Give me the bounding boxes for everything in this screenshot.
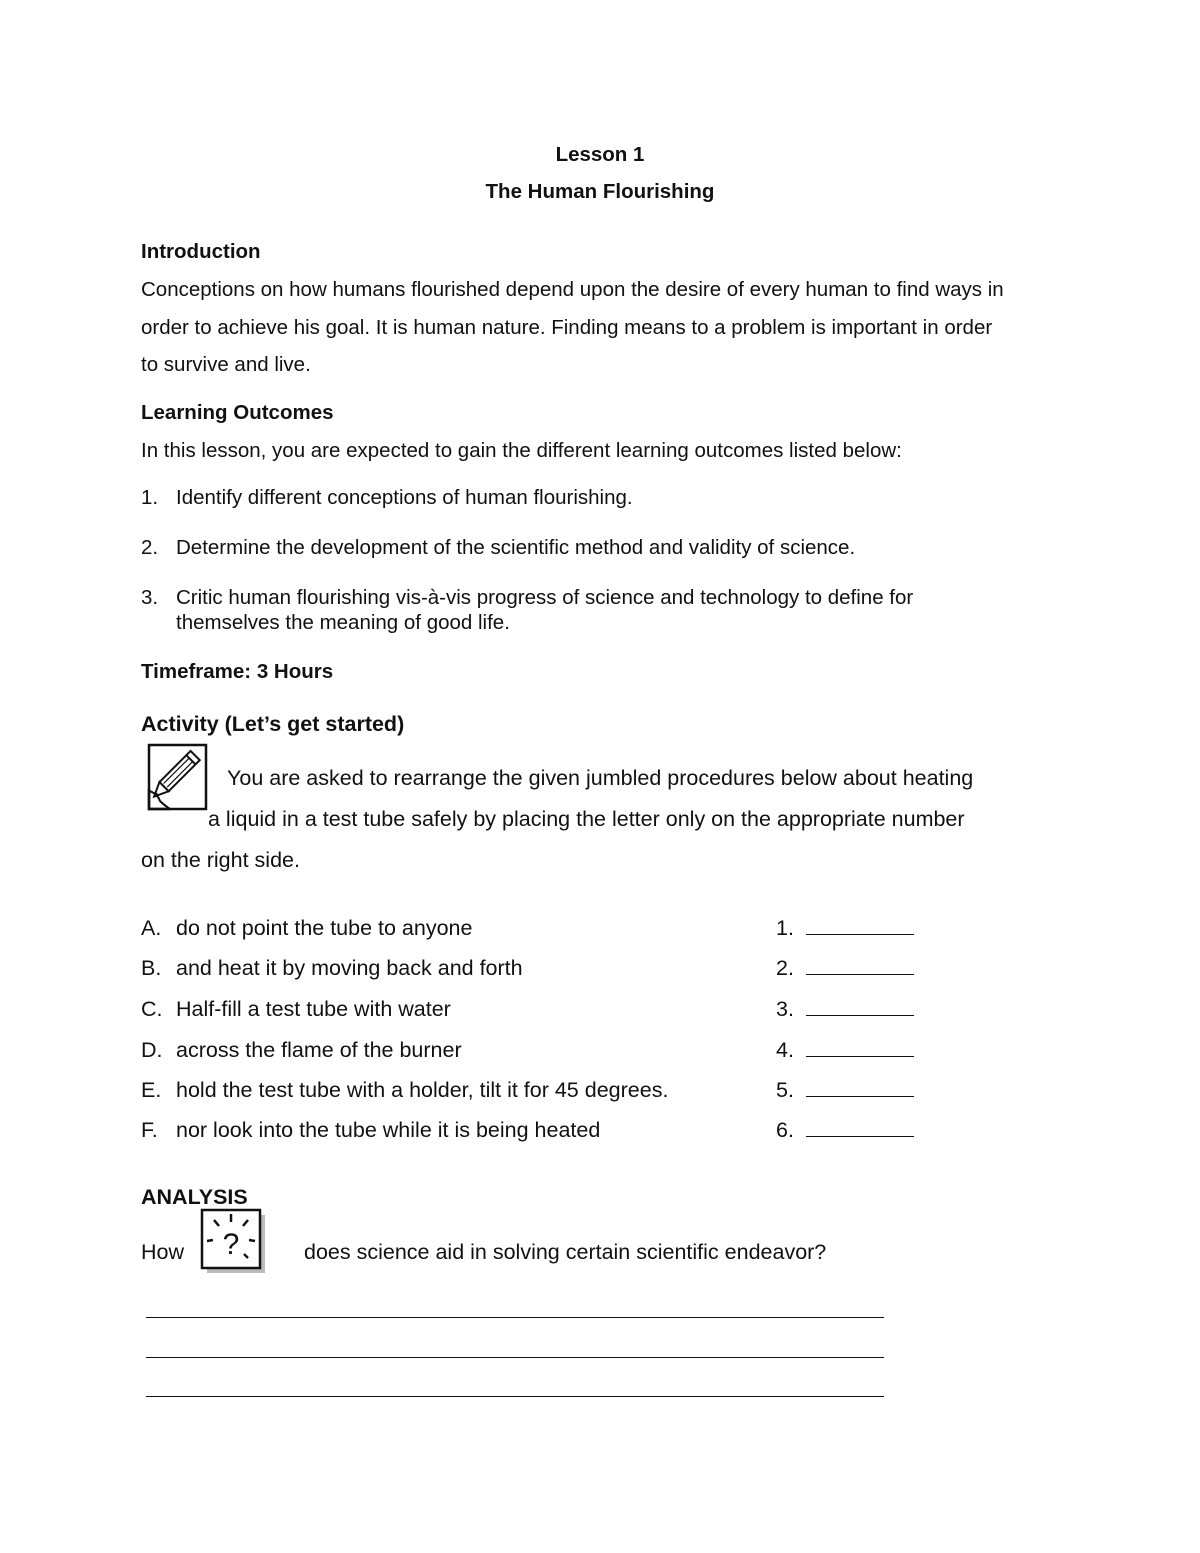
outcome-text: Determine the development of the scientific method and validity of science. — [176, 536, 856, 559]
answer-line[interactable] — [146, 1396, 884, 1397]
timeframe: Timeframe: 3 Hours — [141, 660, 334, 683]
answer-blank[interactable] — [806, 1118, 914, 1137]
answer-number: 4. — [776, 1038, 794, 1062]
procedure-letter: B. — [141, 956, 162, 980]
outcome-text-continued: themselves the meaning of good life. — [176, 611, 510, 634]
answer-number: 6. — [776, 1118, 794, 1142]
procedure-letter: A. — [141, 916, 162, 940]
introduction-line-1: Conceptions on how humans flourished depend upon the desire of every human to find ways in — [141, 278, 1004, 301]
pencil-paper-icon — [140, 743, 210, 815]
activity-line-3: on the right side. — [141, 848, 300, 872]
procedure-text: nor look into the tube while it is being heated — [176, 1118, 601, 1142]
answer-line[interactable] — [146, 1357, 884, 1358]
outcome-text: Identify different conceptions of human flourishing. — [176, 486, 633, 509]
answer-blank[interactable] — [806, 916, 914, 935]
outcome-number: 3. — [141, 586, 159, 609]
outcome-number: 2. — [141, 536, 159, 559]
introduction-line-3: to survive and live. — [141, 353, 311, 376]
answer-number: 5. — [776, 1078, 794, 1102]
procedure-letter: D. — [141, 1038, 163, 1062]
question-mark-icon — [200, 1208, 268, 1276]
analysis-prefix: How — [141, 1240, 185, 1264]
analysis-question: does science aid in solving certain scientific endeavor? — [304, 1240, 827, 1264]
answer-blank[interactable] — [806, 997, 914, 1016]
activity-heading: Activity (Let’s get started) — [141, 712, 405, 736]
answer-number: 3. — [776, 997, 794, 1021]
learning-outcomes-heading: Learning Outcomes — [141, 401, 334, 424]
procedure-text: and heat it by moving back and forth — [176, 956, 523, 980]
answer-blank[interactable] — [806, 1078, 914, 1097]
introduction-line-2: order to achieve his goal. It is human nature. Finding means to a problem is important in order — [141, 316, 993, 339]
lesson-title: The Human Flourishing — [485, 180, 715, 203]
answer-number: 1. — [776, 916, 794, 940]
answer-blank[interactable] — [806, 956, 914, 975]
procedure-letter: E. — [141, 1078, 162, 1102]
answer-line[interactable] — [146, 1317, 884, 1318]
svg-text:?: ? — [222, 1228, 240, 1261]
procedure-letter: F. — [141, 1118, 158, 1142]
procedure-letter: C. — [141, 997, 163, 1021]
activity-line-2: a liquid in a test tube safely by placing the letter only on the appropriate number — [208, 807, 965, 831]
procedure-text: do not point the tube to anyone — [176, 916, 473, 940]
activity-line-1: You are asked to rearrange the given jumbled procedures below about heating — [227, 766, 974, 790]
learning-outcomes-intro: In this lesson, you are expected to gain the different learning outcomes listed below: — [141, 439, 902, 462]
outcome-number: 1. — [141, 486, 159, 509]
answer-number: 2. — [776, 956, 794, 980]
lesson-number: Lesson 1 — [555, 143, 645, 166]
answer-blank[interactable] — [806, 1038, 914, 1057]
introduction-heading: Introduction — [141, 240, 261, 263]
outcome-text: Critic human flourishing vis-à-vis progress of science and technology to define for — [176, 586, 914, 609]
procedure-text: Half-fill a test tube with water — [176, 997, 451, 1021]
procedure-text: across the flame of the burner — [176, 1038, 462, 1062]
procedure-text: hold the test tube with a holder, tilt it for 45 degrees. — [176, 1078, 669, 1102]
analysis-heading: ANALYSIS — [141, 1185, 248, 1209]
